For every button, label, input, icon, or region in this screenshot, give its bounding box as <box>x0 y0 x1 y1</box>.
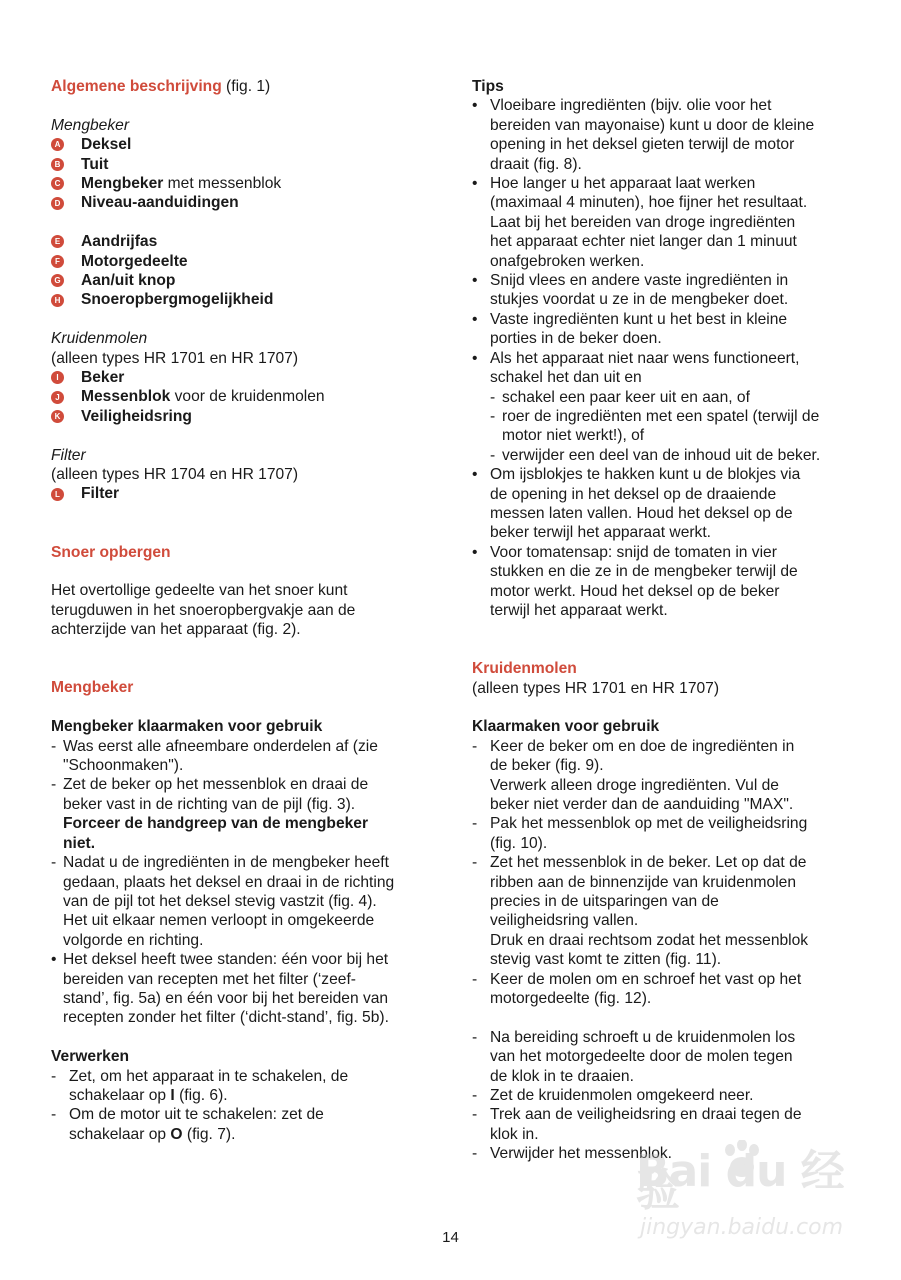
kruidenmolen-heading: Kruidenmolen <box>472 660 577 678</box>
part-item <box>51 252 441 271</box>
page-number: 14 <box>442 1229 459 1246</box>
part-name: Snoeropbergmogelijkheid <box>81 291 274 309</box>
list-item: - Zet de kruidenmolen omgekeerd neer. <box>472 1087 754 1105</box>
part-badge-icon: C <box>51 177 64 190</box>
parts-list-d <box>51 484 441 503</box>
list-item: - Keer de molen om en schroef het vast op het motorgedeelte (fig. 12). <box>472 970 802 1008</box>
snoer-line: achterzijde van het apparaat (fig. 2). <box>51 621 301 639</box>
part-desc: voor de kruidenmolen <box>170 388 325 406</box>
list-item: • Het deksel heeft twee standen: één voor bij het bereiden van recepten met het filter (‘zeef- stand’, fig. 5a) en één voor bij het bereiden van recepten zonder het filter (‘dicht-stand’, fig. 5b). <box>51 951 389 1027</box>
part-item <box>51 193 441 212</box>
filter-types: (alleen types HR 1704 en HR 1707) <box>51 466 299 484</box>
list-item: - Na bereiding schroeft u de kruidenmolen los van het motorgedeelte door de molen tegen de klok in te draaien. <box>472 1028 796 1085</box>
list-item: - Om de motor uit te schakelen: zet de schakelaar op O (fig. 7). <box>51 1106 324 1143</box>
list-item: - Zet het messenblok in de beker. Let op dat de ribben aan de binnenzijde van kruidenmolen precies in de uitsparingen van de veiligheidsring vallen. Druk en draai rechtsom zodat het messenblok stevig vast komt te zitten (fig. 11). <box>472 854 809 969</box>
klaarmaken-heading: Klaarmaken voor gebruik <box>472 718 660 736</box>
list-item: - Nadat u de ingrediënten in de mengbeker heeft gedaan, plaats het deksel en draai in de richting van de pijl tot het deksel stevig vastzit (fig. 4). Het uit elkaar nemen verloopt in omgekeerde volgorde en richting. <box>51 854 395 949</box>
klaarmaken-list <box>472 737 867 1009</box>
list-item: • Vloeibare ingrediënten (bijv. olie voor het bereiden van mayonaise) kunt u door de kleine opening in het deksel gieten terwijl de motor draait (fig. 8). <box>472 97 815 173</box>
list-item: - Zet de beker op het messenblok en draai de beker vast in de richting van de pijl (fig. 3). Forceer de handgreep van de mengbeker niet. <box>51 776 369 852</box>
general-description-heading: Algemene beschrijving (fig. 1) <box>51 78 271 95</box>
parts-list-b <box>51 232 441 310</box>
sub-item: - verwijder een deel van de inhoud uit de beker. <box>490 446 821 464</box>
watermark <box>634 1140 864 1250</box>
part-name: Aan/uit knop <box>81 272 176 290</box>
part-badge-icon: D <box>51 197 64 210</box>
part-badge-icon: J <box>51 391 64 404</box>
part-badge-icon: H <box>51 294 64 307</box>
tips-heading: Tips <box>472 78 504 95</box>
part-badge-icon: G <box>51 274 64 287</box>
sub-item: - schakel een paar keer uit en aan, of <box>490 388 750 406</box>
filter-label: Filter <box>51 446 86 464</box>
part-badge-icon: F <box>51 255 64 268</box>
part-badge-icon: E <box>51 235 64 248</box>
list-item: • Als het apparaat niet naar wens functioneert, schakel het dan uit en - schakel een paar keer uit en aan, of - roer de ingrediënten met een spatel (terwijl de motor niet werkt!), of - verwijder een deel van de inhoud uit de beker. <box>472 349 867 465</box>
parts-list-c <box>51 368 441 426</box>
part-badge-icon: K <box>51 410 64 423</box>
part-item <box>51 407 441 426</box>
part-item <box>51 484 441 503</box>
part-name: Aandrijfas <box>81 233 158 251</box>
part-name: Deksel <box>81 136 132 154</box>
list-item: • Voor tomatensap: snijd de tomaten in vier stukken en die ze in de mengbeker terwijl de motor werkt. Houd het deksel op de beker terwijl het apparaat werkt. <box>472 543 798 619</box>
klaarmaken-heading: Mengbeker klaarmaken voor gebruik <box>51 718 323 736</box>
kruidenmolen-label: Kruidenmolen <box>51 330 148 348</box>
snoer-line: terugduwen in het snoeropbergvakje aan de <box>51 601 356 619</box>
part-badge-icon: A <box>51 138 64 151</box>
sub-item: - roer de ingrediënten met een spatel (terwijl de motor niet werkt!), of <box>490 407 820 445</box>
part-item <box>51 135 441 154</box>
list-item: • Vaste ingrediënten kunt u het best in kleine porties in de beker doen. <box>472 310 788 348</box>
part-name: Motorgedeelte <box>81 252 188 270</box>
part-item <box>51 174 441 193</box>
list-item: • Hoe langer u het apparaat laat werken (maximaal 4 minuten), hoe fijner het resultaat. Laat bij het bereiden van droge ingrediënten het apparaat echter niet langer dan 1 minuut onafgebroken werken. <box>472 175 808 270</box>
part-item <box>51 368 441 387</box>
snoer-heading: Snoer opbergen <box>51 543 171 561</box>
list-item: - Trek aan de veiligheidsring en draai tegen de klok in. <box>472 1106 802 1143</box>
list-item: - Zet, om het apparaat in te schakelen, de schakelaar op I (fig. 6). <box>51 1067 349 1104</box>
verwerken-heading: Verwerken <box>51 1048 130 1066</box>
list-item: - Pak het messenblok op met de veiligheidsring (fig. 10). <box>472 815 808 852</box>
part-name: Mengbeker <box>81 175 164 193</box>
list-item: - Was eerst alle afneembare onderdelen af (zie "Schoonmaken"). <box>51 737 378 775</box>
part-desc: met messenblok <box>163 175 282 193</box>
part-badge-icon: B <box>51 158 64 171</box>
part-item <box>51 271 441 290</box>
part-name: Veiligheidsring <box>81 407 192 425</box>
right-column <box>472 77 867 1164</box>
part-item <box>51 232 441 251</box>
tips-list <box>472 96 867 620</box>
part-item <box>51 387 441 406</box>
snoer-line: Het overtollige gedeelte van het snoer kunt <box>51 582 348 600</box>
part-name: Beker <box>81 369 125 387</box>
list-item: - Keer de beker om en doe de ingrediënten in de beker (fig. 9). Verwerk alleen droge ingrediënten. Vul de beker niet verder dan de aanduiding "MAX". <box>472 737 795 813</box>
part-badge-icon: I <box>51 371 64 384</box>
kruidenmolen-types: (alleen types HR 1701 en HR 1707) <box>51 349 299 367</box>
part-name: Messenblok <box>81 388 171 406</box>
part-name: Niveau-aanduidingen <box>81 194 239 212</box>
parts-list-a <box>51 135 441 213</box>
part-badge-icon: L <box>51 488 64 501</box>
watermark-logo: Bai du 经验 <box>636 1146 844 1217</box>
part-name: Filter <box>81 485 120 503</box>
part-item <box>51 290 441 309</box>
mengbeker-heading: Mengbeker <box>51 679 134 697</box>
left-column <box>51 77 441 1144</box>
list-item: • Om ijsblokjes te hakken kunt u de blokjes via de opening in het deksel op de draaiende messen laten vallen. Houd het deksel op de beker terwijl het apparaat werkt. <box>472 466 801 542</box>
watermark-url: jingyan.baidu.com <box>640 1215 844 1240</box>
list-item: - Verwijder het messenblok. <box>472 1145 673 1163</box>
part-name: Tuit <box>81 155 109 173</box>
klaarmaken-list <box>51 737 441 1028</box>
kruidenmolen-types: (alleen types HR 1701 en HR 1707) <box>472 679 720 697</box>
part-item <box>51 155 441 174</box>
mengbeker-label: Mengbeker <box>51 116 130 134</box>
list-item: • Snijd vlees en andere vaste ingrediënten in stukjes voordat u ze in de mengbeker doet. <box>472 272 789 309</box>
